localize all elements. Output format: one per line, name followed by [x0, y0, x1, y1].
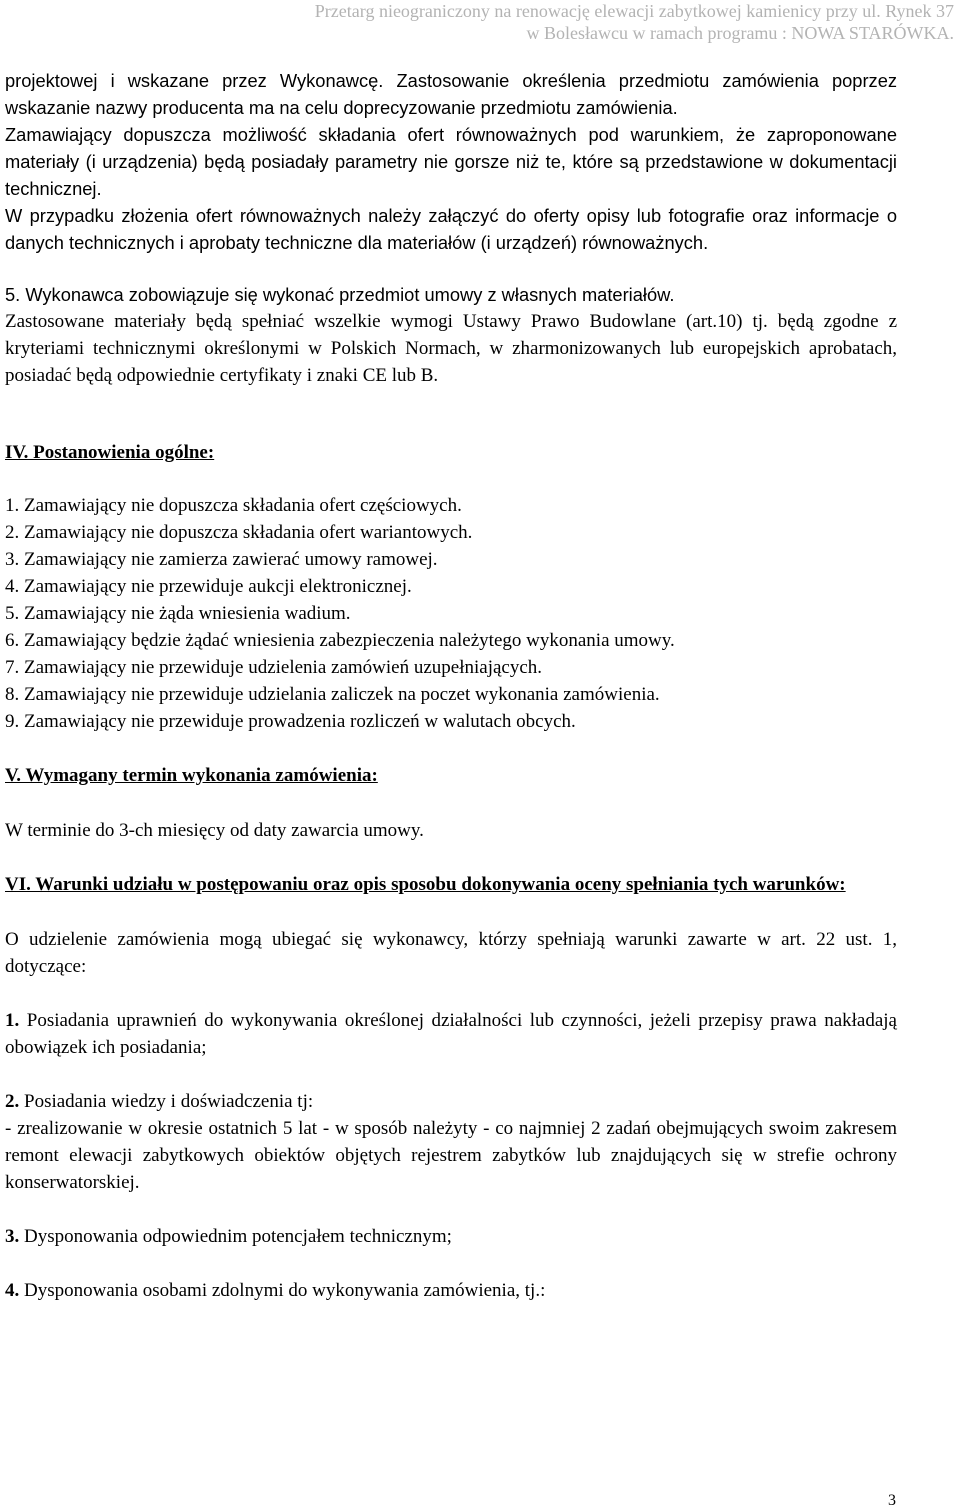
point-5-line: 5. Wykonawca zobowiązuje się wykonać przedmiot umowy z własnych materiałów.	[5, 284, 675, 305]
intro-paragraph-2: Zamawiający dopuszcza możliwość składania ofert równoważnych pod warunkiem, że zaproponowane materiały (i urządzenia) będą posiadały parametry nie gorsze niż te, które są przedstawione w dokumentacji technicznej.	[5, 124, 897, 199]
list-item: 8. Zamawiający nie przewiduje udzielania zaliczek na poczet wykonania zamówienia.	[5, 684, 660, 705]
section-5-heading: V. Wymagany termin wykonania zamówienia:	[5, 765, 378, 786]
condition-number: 3.	[5, 1226, 20, 1247]
section-4-list	[5, 492, 897, 735]
condition-3	[5, 1223, 897, 1250]
intro-paragraph-1: projektowej i wskazane przez Wykonawcę. Zastosowanie określenia przedmiotu zamówienia poprzez wskazanie nazwy producenta ma na celu doprecyzowanie przedmiotu zamówienia.	[5, 70, 897, 118]
point-5-text: Zastosowane materiały będą spełniać wszelkie wymogi Ustawy Prawo Budowlane (art.10) tj. będą zgodne z kryteriami technicznymi określonymi w Polskich Normach, w zharmonizowanych lub europejskich aprobatach, posiadać będą odpowiednie certyfikaty i znaki CE lub B.	[5, 311, 897, 386]
list-item: 4. Zamawiający nie przewiduje aukcji elektronicznej.	[5, 576, 412, 597]
condition-number: 4.	[5, 1280, 20, 1301]
condition-4	[5, 1277, 897, 1304]
list-item: 6. Zamawiający będzie żądać wniesienia zabezpieczenia należytego wykonania umowy.	[5, 630, 675, 651]
page-number: 3	[888, 1492, 896, 1509]
condition-text: Dysponowania odpowiednim potencjałem technicznym;	[19, 1226, 452, 1247]
condition-text: Posiadania wiedzy i doświadczenia tj:	[19, 1091, 314, 1112]
section-4-heading: IV. Postanowienia ogólne:	[5, 442, 215, 463]
list-item: 3. Zamawiający nie zamierza zawierać umowy ramowej.	[5, 549, 438, 570]
condition-number: 1.	[5, 1010, 20, 1031]
section-5-text: W terminie do 3-ch miesięcy od daty zawarcia umowy.	[5, 820, 424, 841]
condition-2-detail: - zrealizowanie w okresie ostatnich 5 lat - w sposób należyty - co najmniej 2 zadań obejmujących swoim zakresem remont elewacji zabytkowych obiektów objętych rejestrem zabytków lub znajdujących się w strefie ochrony konserwatorskiej.	[5, 1118, 897, 1193]
condition-text: Dysponowania osobami zdolnymi do wykonywania zamówienia, tj.:	[19, 1280, 546, 1301]
condition-2	[5, 1088, 897, 1115]
list-item: 2. Zamawiający nie dopuszcza składania ofert wariantowych.	[5, 522, 473, 543]
header-line-2: w Bolesławcu w ramach programu : NOWA STARÓWKA.	[526, 23, 954, 43]
condition-text: Posiadania uprawnień do wykonywania określonej działalności lub czynności, jeżeli przepisy prawa nakładają obowiązek ich posiadania;	[5, 1010, 897, 1058]
condition-1	[5, 1007, 897, 1061]
list-item: 5. Zamawiający nie żąda wniesienia wadium.	[5, 603, 351, 624]
header-line-1: Przetarg nieograniczony na renowację elewacji zabytkowej kamienicy przy ul. Rynek 37	[314, 1, 954, 21]
list-item: 7. Zamawiający nie przewiduje udzielenia zamówień uzupełniających.	[5, 657, 543, 678]
list-item: 1. Zamawiający nie dopuszcza składania ofert częściowych.	[5, 495, 462, 516]
intro-paragraph-3: W przypadku złożenia ofert równoważnych należy załączyć do oferty opisy lub fotografie oraz informacje o danych technicznych i aprobaty techniczne dla materiałów (i urządzeń) równoważnych.	[5, 205, 897, 253]
running-header	[194, 0, 954, 44]
document-body	[5, 67, 897, 1304]
section-6-heading: VI. Warunki udziału w postępowaniu oraz opis sposobu dokonywania oceny spełniania tych warunków:	[5, 874, 846, 895]
section-6-intro: O udzielenie zamówienia mogą ubiegać się wykonawcy, którzy spełniają warunki zawarte w art. 22 ust. 1, dotyczące:	[5, 929, 897, 977]
condition-number: 2.	[5, 1091, 20, 1112]
list-item: 9. Zamawiający nie przewiduje prowadzenia rozliczeń w walutach obcych.	[5, 711, 576, 732]
